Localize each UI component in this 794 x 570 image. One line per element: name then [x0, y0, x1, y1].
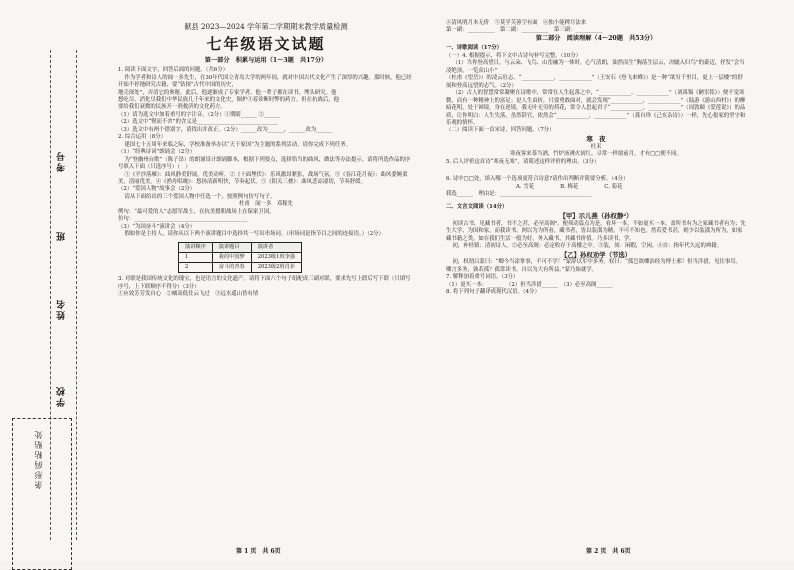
- q6-option-a: A. 雪花: [516, 183, 535, 190]
- q2-sub1-heading: （1）“经典诗词”朗诵会（2分）: [118, 149, 196, 156]
- q1-intro: 1. 阅读下面文字，回答后面的问题。（共6分）: [118, 67, 229, 74]
- poem-title: 寒 夜: [586, 134, 606, 143]
- q2-sub3-heading: （3）“为国奋斗”演讲会（4分）: [118, 223, 196, 230]
- q6-option-c: C. 菊花: [604, 183, 623, 190]
- q2-sub2-text: 请从下面给出的三个爱国人物中任选一个，按照例句仿写句子。: [124, 193, 276, 200]
- part2-heading: 第二部分 阅读理解（4～20题 共53分）: [535, 34, 657, 42]
- q4-part3: （2）古人的智慧常常凝聚在诗歌中，常常在人生起落之中，“____________，____________”（刘禹锡《陋室铭》）便不觉寒微，而有一种精神上的富足；是人生由折，只要勇敢面对，就会发现“____________，____________”（陆游《游山西村》）的柳暗花明，处于困境，身在逆境，我无叶无穷的荷花，常令人思起君子“____________，____________”（周敦颐《爱莲说》）的品质，让你明白：人生失落，虽然辞官，依然会“____________，____________”（龚自珍《己亥杂诗》）一样，先心报家的坚守和乐观的情怀。: [446, 90, 746, 126]
- passage-jia-title: 【甲】示儿燕（孙权静²）: [559, 211, 633, 220]
- table-cell: 2023级1班李强: [251, 252, 301, 262]
- table-header-row: [179, 242, 302, 252]
- binding-margin: [8, 20, 94, 550]
- q6-text: 6. 诗中□□处，填入哪一个选项更符合诗意?请作出判断并简要分析。（4分）: [446, 176, 629, 183]
- table-cell: 2023级2班肖菲: [251, 262, 301, 272]
- speech-table: [178, 242, 302, 274]
- section2-heading: 二、文言文阅读（14分）: [446, 204, 508, 211]
- couplet-answer-line: 第一副：__________ 第二副：__________ 第三副：__________: [446, 27, 603, 34]
- poem-body: 寒夜客来茶当酒，竹炉汤沸火初红。寻常一样窗前月，才有□□便不同。: [510, 151, 682, 158]
- q2-sub2-example: 例句：“最可爱的人”志愿军战士，在抗美援朝战场上在保家卫国。: [118, 208, 275, 215]
- q2-passage: 建国七十五周年来临之际，学校准备举办以“天下家国”为主题的系列活动，请你完成下列任务。: [124, 141, 351, 148]
- q2-sub1-options: ①《平沙落雁》：曲风静美舒展，优美动听。②《十面埋伏》：乐风激昂紧张，战场气氛。③《春江花月夜》：曲风委婉柔美，清丽优美。④《渔舟唱晚》：悠扬清新明快，节奏起伏。⑤《阳关三叠》：曲风悲凉凄切，节奏舒缓。: [118, 171, 408, 185]
- q2-sub3-text: 假如你是主持人，请你从以下两个演讲题目中选择其一写出串场词。（串场词是指节目之间的连接语。）（2分）: [124, 231, 384, 238]
- passage-jia-notes: 初，补桂镇：清初诗人。②必至高阁：必定收存于高楼之中。③装，间：闲暇，空闲。④自：指年代久远的典籍。: [452, 243, 723, 250]
- q2-intro: 2. 综合运用（8分）: [118, 134, 167, 141]
- exam-title: 七年级语文试题: [206, 34, 326, 53]
- poem-author: 杜耒: [590, 143, 602, 150]
- part1-heading: 第一部分 积累与运用（1～3题 共17分）: [204, 56, 328, 64]
- q8-text: 8. 将下列句子翻译成现代汉语。（4分）: [446, 289, 540, 296]
- q1-passage-4: 要给我们衰微的民族开一剂救济的文化药方。: [118, 104, 226, 111]
- section1-sub2: （二）阅读下面一首宋诗，回答问题。（7分）: [446, 127, 555, 134]
- table-cell: 1: [179, 252, 213, 262]
- table-row: [179, 262, 302, 272]
- table-header-cell: 演讲者: [251, 242, 301, 252]
- barcode-label: 条形码粘贴处: [34, 429, 43, 489]
- q7-text: 7. 解释加着重号词语。（3分）: [446, 274, 519, 281]
- table-header-cell: 演讲顺序: [179, 242, 213, 252]
- exam-header: 献县 2023—2024 学年第二学期期末教学质量检测: [184, 22, 348, 31]
- q6-answer-line: 我选______ 理由是：__________________________________: [446, 190, 592, 197]
- barcode-box: [12, 418, 72, 570]
- q6-options: [446, 184, 746, 191]
- q4-part1: （1）当你登高望日，与云朵、飞鸟、山峦融为一体时，心气清朗，油然而生“胸荡生层云，决眦入归鸟”的豪迈，抒发“会当凌绝顶，一览众山小”: [446, 60, 745, 74]
- q6-option-b: B. 梅花: [560, 183, 579, 190]
- table-header-cell: 演讲题目: [212, 242, 251, 252]
- passage-yi-body: 初，权谓吕蒙曰：“卿今当涂掌事，不可不学！”蒙辞以军中多务。权曰：“孤岂欲卿治经为博士邪！但当涉猎，见往事耳。卿言多务，孰若孤？孤常读书，自以为大有所益。”蒙乃始就学。: [446, 259, 742, 273]
- q2-sub1-text: 为“登幽州台歌”（陈子昂）的朗诵设计朗诵脚本，根据下列要点，选择恰当的曲风、做法等办法提示。请将所选作品的序号填入下面（只选序号）（ ）: [118, 156, 411, 171]
- left-page: [118, 22, 414, 298]
- section1-heading: 一、诗歌阅读（17分）: [446, 45, 503, 52]
- q4-part2: （杜甫《望岳》）的凌云壮志。“____________，____________”（王安石《登飞来峰》）是一种“欲穷千里目，更上一层楼”的舒展和登高远望的志气。（2分）: [446, 75, 743, 89]
- q3-text: 3. 对联是我国传统文化的瑰宝，也是语言的文化遗产。请将下面六个句子组配成三副对联，要求先写上联后写下联（只填写序号，上下联顺序不得分）（3分）: [118, 276, 411, 290]
- q1-passage-2: 地壳深处”，弄清它的奥秘。此后，他逐渐成了专家学者。他一辈子都在读书、埋头研究。他: [118, 89, 337, 96]
- q3-options-continued: ④清风明月本无价 ⑤莫学芙蓉空有面 ⑥独小能稗月法来: [446, 20, 587, 26]
- q1-sub2: （2）选文中“锲而不舍”的含义是______________________________: [118, 119, 278, 126]
- table-cell: 我的中国梦: [212, 252, 251, 262]
- passage-yi-title: 【乙】孙权劝学（节选）: [560, 250, 632, 259]
- right-page: [446, 20, 746, 297]
- q1-passage-1: 作为学者和诗人的闻一多先生，在30年代国立青岛大学的两年间，就对中国古代文化产生了深厚的兴趣。那时候，他已经开始不停地研究古籍，要“钻探”古代中国的历史，: [118, 74, 412, 89]
- table-cell: 2: [179, 262, 213, 272]
- q7-items: （1）更买一本：______ （2）但当涉猎______ （3）必至高阁______: [446, 281, 613, 288]
- page-footer-right: 第 2 页 共 6页: [586, 548, 631, 555]
- exam-no-label: 考号: [57, 150, 67, 172]
- q1-sub3: （3）选文中有两个错别字，请找出并改正。（2分）______改为______，______改为______: [118, 126, 333, 133]
- q2-sub2-heading: （2）“爱国人物”故事会（2分）: [118, 186, 196, 193]
- passage-jia-body: 初读古书，见藏书者，书不之甚，必至高阁³。便须动篇点为是，看坏一本，不如更买一本。盖所书有为之家藏书者有为；先生大学、为国和家，而我读书，则以为为所看，藏书者，皆以装潢为精，不可不知也。然若爱书甚，则少以装潢为所为，如家藏书籍之类，如在我们生活一般为好，务入藏书，其藏书价值。乃多读书，学。: [446, 220, 746, 242]
- table-cell: 奋斗的青春: [212, 262, 251, 272]
- section1-sub1: （一）4. 根据提示，将下文中古诗句补写完整。（10分）: [446, 52, 582, 59]
- name-label: 姓名: [57, 298, 67, 320]
- table-row: [179, 252, 302, 262]
- q5-text: 5. 后人评价这首诗“寒夜无寒”，请简述这样评价的理由。（3分）: [446, 158, 600, 165]
- q2-sub2-imitation: 仿句：__________________________________________: [118, 216, 248, 223]
- q2-sub2-names: 杜甫 闻一多 邓稼先: [239, 201, 293, 208]
- class-label: 班: [57, 230, 67, 241]
- binding-line-2: [76, 50, 77, 540]
- q1-sub1: （1）请为选文中加着重号的字注音。（2分）①期睛______ ②______: [118, 111, 281, 118]
- school-label: 学校: [57, 385, 67, 407]
- page-footer-left: 第 1 页 共 6页: [236, 548, 281, 555]
- q3-options: ①应效芳芳发自心 ②橘高低住云飞过 ③远水遥山皆有情: [118, 291, 259, 298]
- q1-passage-3: 想吃尽、消化尽我们中华民族几千年来的文化史，铜炉③着诊断时弊的药方。但在抗战后，他: [118, 96, 340, 103]
